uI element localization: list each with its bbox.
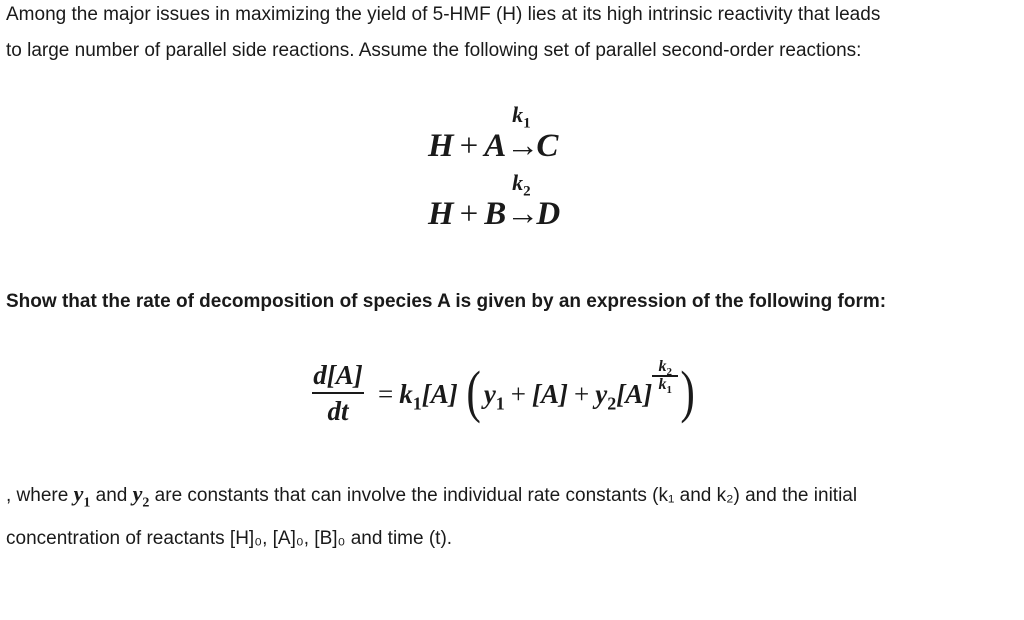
exp-den-sub: 1 [666,383,672,396]
open-paren: ( [466,359,482,424]
rate-constant-label [506,102,536,132]
inline-y1-subscript: 1 [83,495,91,511]
rate-constant-k: k [512,170,524,195]
exp-num-k: k [658,358,667,375]
y2-symbol: y [595,379,608,409]
inline-y2-symbol: y [132,481,143,506]
product-d: D [536,196,561,232]
where-line-2: concentration of reactants [H]₀, [A]₀, [B]₀ and time (t). [6,528,453,550]
reaction-1 [428,102,559,165]
rate-constant-subscript: 1 [523,115,531,132]
equation-rhs [372,358,698,424]
where-and: and [90,485,133,506]
fraction-numerator: d[A] [313,360,363,390]
plus-sign-2: + [574,379,590,409]
rate-constant-k: k [512,102,524,127]
k1-symbol: k [399,379,413,409]
reactant-h: H [428,196,454,232]
rate-equation [310,358,730,438]
product-c: C [536,128,559,164]
exponent-fraction [652,358,678,396]
plus-sign: + [459,196,479,232]
k1-subscript: 1 [412,393,422,414]
inline-y2-subscript: 2 [142,495,150,511]
intro-line-2: to large number of parallel side reactions. Assume the following set of parallel second-order reactions: [6,40,862,61]
inline-y1-symbol: y [73,481,84,506]
reactant-a: A [484,128,507,164]
conc-a-2: [A] [532,379,569,409]
arrow-glyph: → [506,196,540,232]
intro-line-1: Among the major issues in maximizing the yield of 5-HMF (H) lies at its high intrinsic reactivity that leads [6,4,881,25]
inline-y2 [132,481,150,511]
fraction-denominator: dt [327,396,349,426]
reactant-h: H [428,128,454,164]
where-paragraph [6,476,1016,557]
reactant-b: B [484,196,507,232]
reaction-arrow [506,102,540,165]
equals-sign: = [378,379,394,409]
conc-a-3: [A] [616,379,653,409]
arrow-glyph: → [506,128,540,164]
intro-paragraph [6,0,1016,69]
reaction-2 [428,170,561,233]
plus-sign-1: + [510,379,527,409]
plus-sign: + [459,128,479,164]
exponent-numerator [652,358,678,379]
y2-subscript: 2 [607,393,617,414]
y1-symbol: y [483,379,496,409]
exp-den-k: k [658,375,667,393]
exp-num-sub: 2 [666,366,672,379]
inline-y1 [73,481,91,511]
conc-a: [A] [421,379,458,409]
close-paren: ) [680,359,696,424]
derivative-fraction [310,358,366,428]
rate-constant-label [506,170,536,200]
where-rest-line-1: are constants that can involve the individual rate constants (k₁ and k₂) and the initial [149,485,858,506]
reaction-arrow [506,170,540,233]
exponent-denominator [652,375,678,396]
y1-subscript: 1 [495,393,505,414]
question-text: Show that the rate of decomposition of species A is given by an expression of the following form: [6,291,887,312]
where-lead: , where [6,485,74,506]
rate-constant-subscript: 2 [523,183,531,200]
